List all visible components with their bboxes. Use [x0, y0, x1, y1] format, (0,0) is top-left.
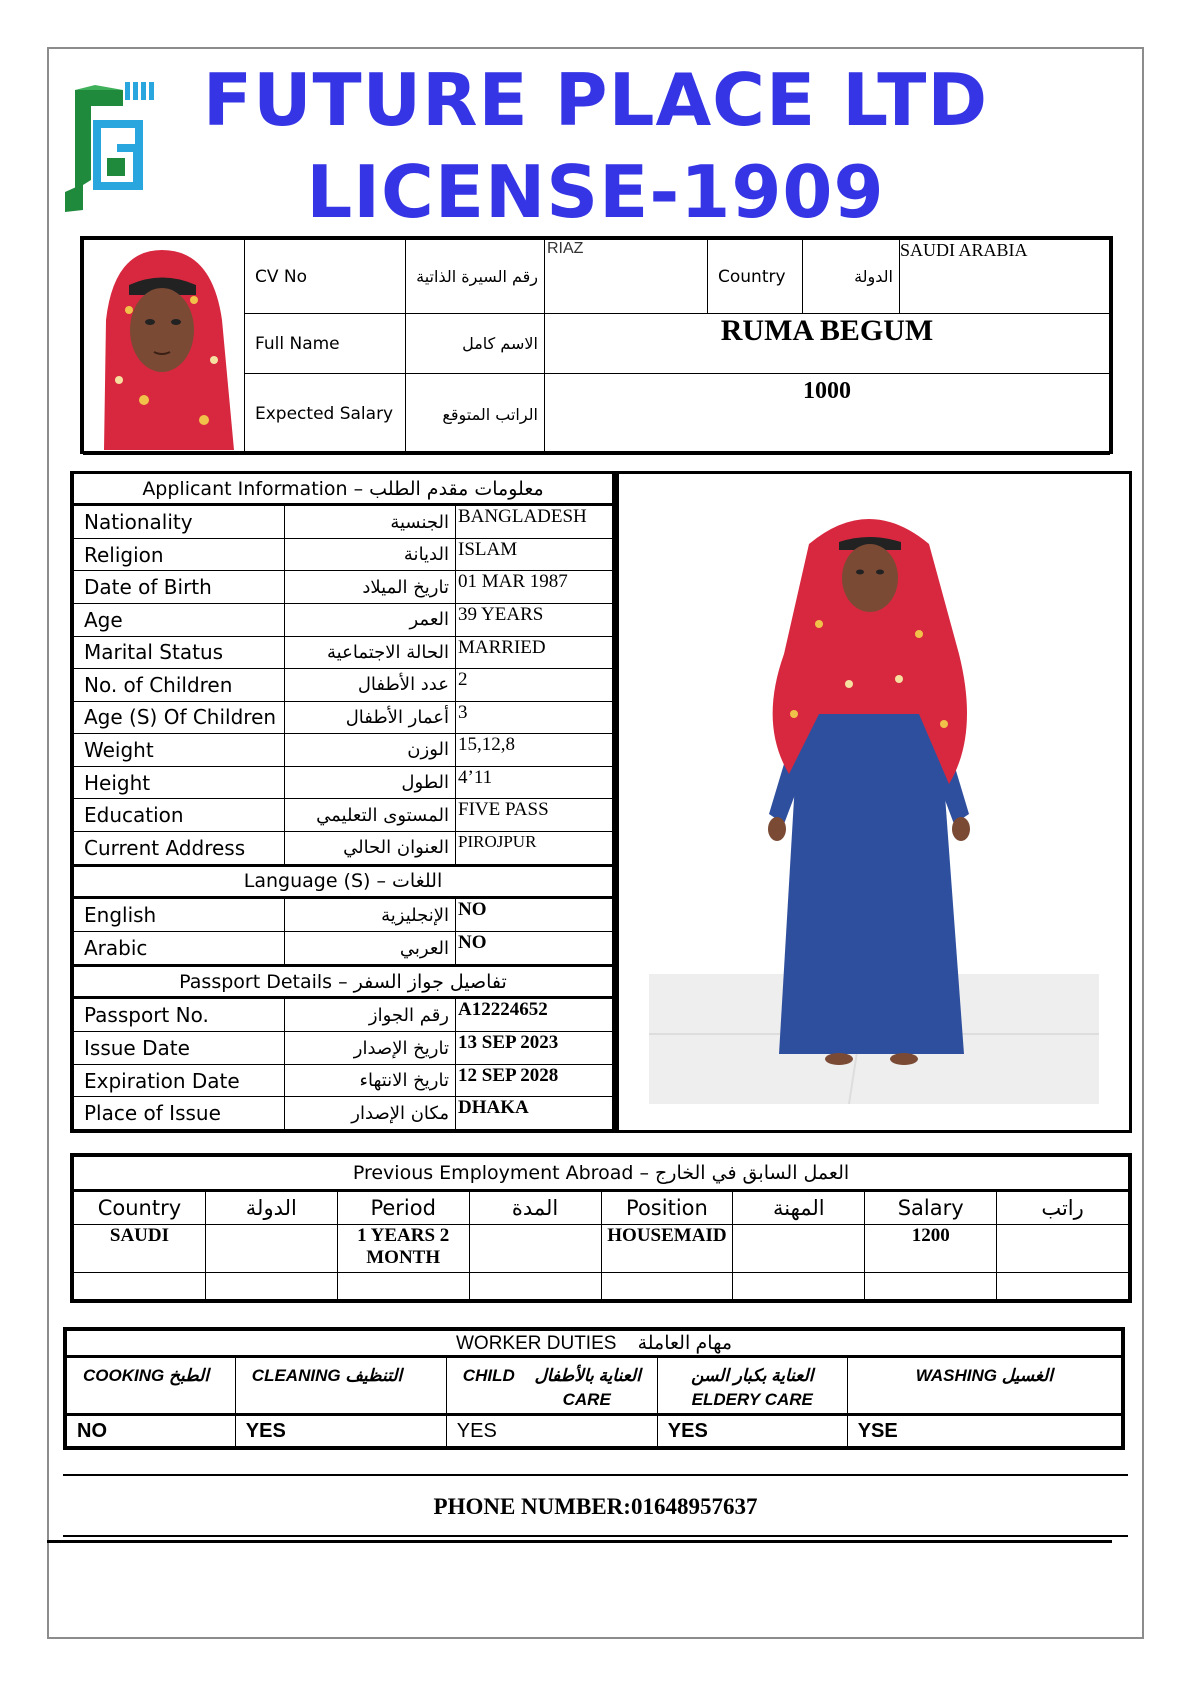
passport-header: Passport Details – تفاصيل جواز السفر	[74, 965, 613, 998]
duty-washing	[847, 1357, 1121, 1415]
col-salary-ar: راتب	[997, 1191, 1129, 1225]
arabic-label: Arabic	[74, 932, 285, 966]
duty-cleaning-en: CLEANING	[251, 1366, 341, 1385]
children-age-label-ar: أعمار الأطفال	[285, 701, 456, 734]
religion-value: ISLAM	[456, 538, 613, 571]
nationality-label-ar: الجنسية	[285, 505, 456, 539]
col-country-ar: الدولة	[205, 1191, 337, 1225]
duty-washing-en: WASHING	[915, 1366, 997, 1385]
duty-cooking	[67, 1357, 236, 1415]
full-name-label: Full Name	[245, 314, 406, 374]
passport-no-label: Passport No.	[74, 998, 285, 1032]
separator-top	[63, 1474, 1128, 1476]
education-value: FIVE PASS	[456, 799, 613, 832]
dob-label: Date of Birth	[74, 571, 285, 604]
height-value: 4’11	[456, 766, 613, 799]
phone-number: PHONE NUMBER:01648957637	[433, 1494, 758, 1519]
expected-salary-label: Expected Salary	[245, 374, 406, 455]
duties-header-ar: مهام العاملة	[637, 1332, 733, 1354]
religion-label: Religion	[74, 538, 285, 571]
children-count-value: 2	[456, 669, 613, 702]
employment-salary: 1200	[865, 1225, 997, 1273]
separator-bottom	[63, 1535, 1128, 1537]
expected-salary-label-ar: الراتب المتوقع	[406, 374, 545, 455]
duties-header	[67, 1331, 1122, 1357]
top-info-table	[80, 236, 1113, 454]
expiration-date-value: 12 SEP 2028	[456, 1064, 613, 1097]
full-body-photo-icon	[619, 474, 1129, 1130]
employment-position: HOUSEMAID	[601, 1225, 733, 1273]
english-label-ar: الإنجليزية	[285, 898, 456, 932]
applicant-info-table	[70, 471, 616, 1133]
arabic-value: NO	[456, 932, 613, 966]
height-label-ar: الطول	[285, 766, 456, 799]
duty-eldery-care	[657, 1357, 847, 1415]
children-count-label-ar: عدد الأطفال	[285, 669, 456, 702]
employment-country: SAUDI	[74, 1225, 206, 1273]
english-label: English	[74, 898, 285, 932]
duty-child-value: YES	[446, 1415, 657, 1447]
passport-no-label-ar: رقم الجواز	[285, 998, 456, 1032]
age-value: 39 YEARS	[456, 604, 613, 637]
separator-bottom-2	[47, 1540, 1112, 1543]
marital-status-value: MARRIED	[456, 636, 613, 669]
company-title: FUTURE PLACE LTD	[202, 58, 989, 142]
duty-cooking-en: COOKING	[83, 1366, 165, 1385]
issue-date-label: Issue Date	[74, 1032, 285, 1065]
place-of-issue-label-ar: مكان الإصدار	[285, 1097, 456, 1130]
children-count-label: No. of Children	[74, 669, 285, 702]
duty-eldery-ar: العناية بكبار السن	[691, 1366, 814, 1385]
duty-washing-value: YSE	[847, 1415, 1121, 1447]
employment-header: Previous Employment Abroad – العمل السابق في الخارج	[74, 1157, 1129, 1191]
previous-employment-table	[70, 1153, 1132, 1303]
duty-eldery-value: YES	[657, 1415, 847, 1447]
duty-cleaning	[235, 1357, 446, 1415]
children-age-value: 3	[456, 701, 613, 734]
worker-duties-table	[63, 1327, 1125, 1450]
place-of-issue-value: DHAKA	[456, 1097, 613, 1130]
employment-period: 1 YEARS 2 MONTH	[337, 1225, 469, 1273]
height-label: Height	[74, 766, 285, 799]
duty-child-en: CHILD	[462, 1366, 515, 1385]
dob-value: 01 MAR 1987	[456, 571, 613, 604]
education-label: Education	[74, 799, 285, 832]
dob-label-ar: تاريخ الميلاد	[285, 571, 456, 604]
place-of-issue-label: Place of Issue	[74, 1097, 285, 1130]
expected-salary-value: 1000	[545, 374, 1110, 455]
license-title: LICENSE-1909	[306, 150, 885, 234]
duty-cooking-ar: الطبخ	[168, 1366, 209, 1385]
col-country: Country	[74, 1191, 206, 1225]
duty-eldery-en: ELDERY CARE	[691, 1390, 813, 1409]
country-label: Country	[708, 240, 803, 314]
weight-label: Weight	[74, 734, 285, 767]
full-name-value: RUMA BEGUM	[545, 314, 1110, 374]
expiration-date-label-ar: تاريخ الانتهاء	[285, 1064, 456, 1097]
col-salary: Salary	[865, 1191, 997, 1225]
nationality-label: Nationality	[74, 505, 285, 539]
religion-label-ar: الديانة	[285, 538, 456, 571]
expiration-date-label: Expiration Date	[74, 1064, 285, 1097]
education-label-ar: المستوى التعليمي	[285, 799, 456, 832]
duty-cleaning-ar: التنظيف	[345, 1366, 403, 1385]
duty-child-en2: CARE	[562, 1390, 611, 1409]
full-name-label-ar: الاسم كامل	[406, 314, 545, 374]
children-age-label: Age (S) Of Children	[74, 701, 285, 734]
issue-date-label-ar: تاريخ الإصدار	[285, 1032, 456, 1065]
col-period: Period	[337, 1191, 469, 1225]
passport-photo	[84, 240, 245, 455]
duty-cooking-value: NO	[67, 1415, 236, 1447]
passport-no-value: A12224652	[456, 998, 613, 1032]
english-value: NO	[456, 898, 613, 932]
portrait-photo-icon	[84, 240, 242, 450]
age-label-ar: العمر	[285, 604, 456, 637]
address-label-ar: العنوان الحالي	[285, 831, 456, 865]
cv-no-label: CV No	[245, 240, 406, 314]
duty-child-care	[446, 1357, 657, 1415]
col-position: Position	[601, 1191, 733, 1225]
country-label-ar: الدولة	[803, 240, 900, 314]
address-value: PIROJPUR	[456, 831, 613, 865]
duties-header-en: WORKER DUTIES	[455, 1332, 617, 1354]
marital-status-label-ar: الحالة الاجتماعية	[285, 636, 456, 669]
age-label: Age	[74, 604, 285, 637]
col-period-ar: المدة	[469, 1191, 601, 1225]
country-value: SAUDI ARABIA	[900, 240, 1110, 314]
language-header: Language (S) – اللغات	[74, 865, 613, 898]
full-body-photo	[616, 471, 1132, 1133]
arabic-label-ar: العربي	[285, 932, 456, 966]
duty-washing-ar: الغسيل	[1001, 1366, 1053, 1385]
cv-no-value: RIAZ	[545, 240, 708, 314]
address-label: Current Address	[74, 831, 285, 865]
cv-no-label-ar: رقم السيرة الذاتية	[406, 240, 545, 314]
duty-child-ar: العناية بالأطفال	[534, 1366, 641, 1385]
marital-status-label: Marital Status	[74, 636, 285, 669]
duty-cleaning-value: YES	[235, 1415, 446, 1447]
nationality-value: BANGLADESH	[456, 505, 613, 539]
applicant-header: Applicant Information – معلومات مقدم الطلب	[74, 474, 613, 505]
issue-date-value: 13 SEP 2023	[456, 1032, 613, 1065]
weight-value: 15,12,8	[456, 734, 613, 767]
weight-label-ar: الوزن	[285, 734, 456, 767]
col-position-ar: المهنة	[733, 1191, 865, 1225]
